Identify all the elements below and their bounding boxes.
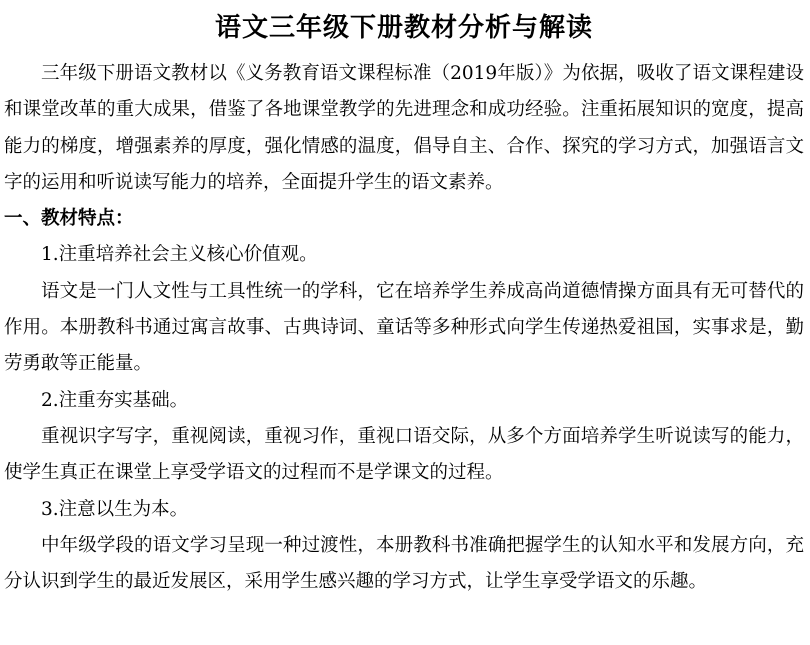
- item-heading-core-values: 1.注重培养社会主义核心价值观。: [41, 244, 318, 266]
- intro-paragraph: 三年级下册语文教材以《义务教育语文课程标准（2019年版）》为依据，吸收了语文课程建设和课堂改革的重大成果，借鉴了各地课堂教学的先进理念和成功经验。注重拓展知识的宽度，提高能力的梯度，增强素养的厚度，强化情感的温度，倡导自主、合作、探究的学习方式，加强语言文字的运用和听说读写能力的培养，全面提升学生的语文素养。: [4, 63, 804, 193]
- item-body-core-values: 语文是一门人文性与工具性统一的学科，它在培养学生养成高尚道德情操方面具有无可替代的作用。本册教科书通过寓言故事、古典诗词、童话等多种形式向学生传递热爱祖国，实事求是，勤劳勇敢等正能量。: [4, 280, 804, 375]
- item-heading-student-centered: 3.注意以生为本。: [41, 498, 189, 520]
- document-title: 语文三年级下册教材分析与解读: [214, 13, 593, 43]
- section-heading-textbook-features: 一、教材特点：: [4, 208, 134, 230]
- item-heading-foundation: 2.注重夯实基础。: [41, 389, 189, 411]
- item-body-student-centered: 中年级学段的语文学习呈现一种过渡性，本册教科书准确把握学生的认知水平和发展方向，充分认识到学生的最近发展区，采用学生感兴趣的学习方式，让学生享受学语文的乐趣。: [4, 534, 804, 593]
- item-body-foundation: 重视识字写字，重视阅读，重视习作，重视口语交际，从多个方面培养学生听说读写的能力，使学生真正在课堂上享受学语文的过程而不是学课文的过程。: [4, 425, 804, 484]
